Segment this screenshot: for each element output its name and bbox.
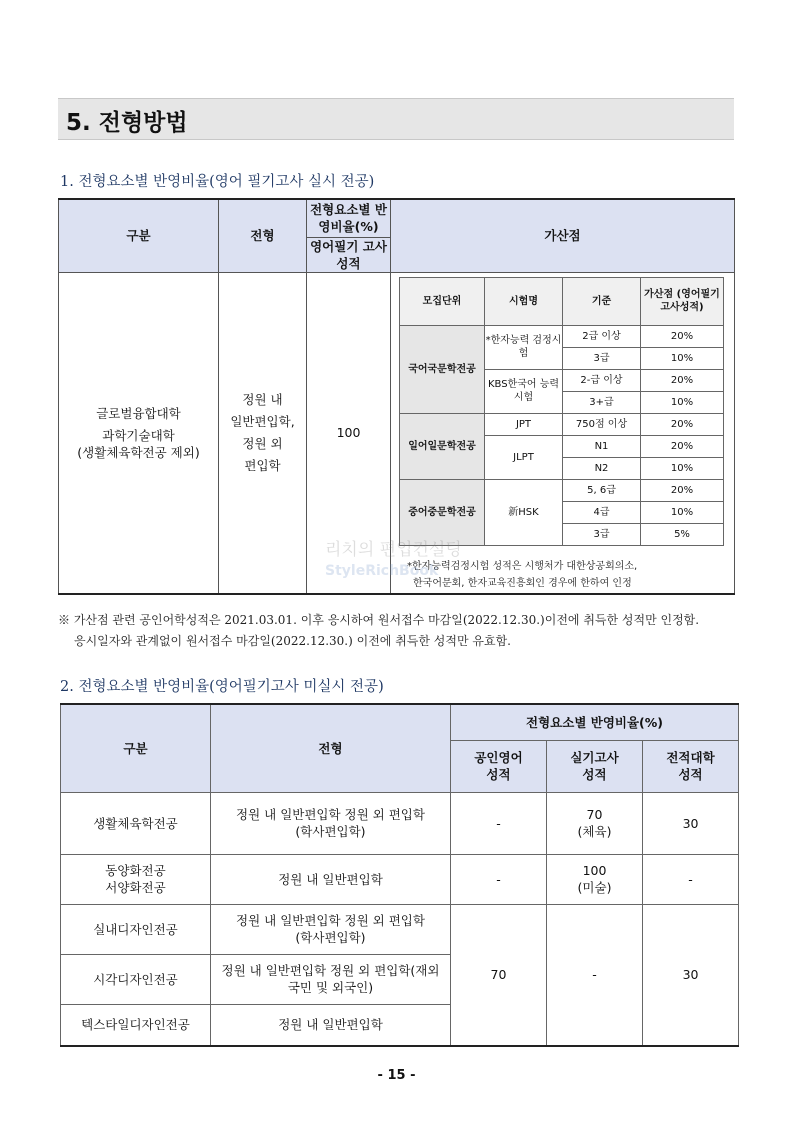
hanja-note-line1: *한자능력검정시험 성적은 시행처가 대한상공회의소, (407, 560, 638, 572)
inner-exam-jlpt: JLPT (485, 435, 563, 479)
inner-val: 20% (641, 479, 724, 501)
t2-header-ratio: 전형요소별 반영비율(%) (451, 704, 739, 740)
t2-prev: 30 (643, 792, 739, 854)
inner-crit: 750점 이상 (563, 413, 641, 435)
inner-exam-hsk: 新HSK (485, 479, 563, 545)
inner-crit: 3+급 (563, 391, 641, 413)
t1-gubun-line: 글로벌융합대학 (96, 405, 181, 421)
t2-jeonhyeong: 정원 내 일반편입학 (211, 854, 451, 904)
t1-header-jeonhyeong: 전형 (219, 199, 307, 272)
t1-header-bonus: 가산점 (391, 199, 735, 272)
inner-crit: 3급 (563, 347, 641, 369)
t1-jeonhyeong-cell (219, 272, 307, 594)
inner-val: 20% (641, 325, 724, 347)
t1-jh-line: 일반편입학, (230, 413, 295, 429)
inner-val: 10% (641, 457, 724, 479)
hanja-note-line2: 한국어문회, 한자교육진흥회인 경우에 한하여 인정 (413, 577, 632, 589)
inner-exam-jpt: JPT (485, 413, 563, 435)
t2-jeonhyeong: 정원 내 일반편입학 (211, 1004, 451, 1046)
t1-header-gubun: 구분 (59, 199, 219, 272)
inner-header-crit: 기준 (563, 277, 641, 325)
inner-header-unit: 모집단위 (400, 277, 485, 325)
t1-jh-line: 정원 내 (242, 391, 283, 407)
t2-header-eng: 공인영어 성적 (451, 740, 547, 792)
t1-jh-line: 정원 외 (242, 435, 283, 451)
t2-merged-prac: - (547, 904, 643, 1046)
watermark-logo: StyleRichBook (325, 563, 439, 579)
section-title-bar (58, 98, 734, 140)
t1-gubun-line: 과학기술대학 (102, 427, 175, 443)
t2-header-jeonhyeong: 전형 (211, 704, 451, 792)
inner-crit: N2 (563, 457, 641, 479)
inner-crit: 5, 6급 (563, 479, 641, 501)
inner-val: 20% (641, 413, 724, 435)
subsection-2-title: 2. 전형요소별 반영비율(영어필기고사 미실시 전공) (60, 679, 384, 695)
watermark-text: 리치의 편입컨설팅 (325, 540, 462, 560)
inner-unit-korean: 국어국문학전공 (400, 325, 485, 413)
t1-ratio-value: 100 (307, 272, 391, 594)
table-no-english-exam (60, 703, 739, 1047)
t2-header-gubun: 구분 (61, 704, 211, 792)
t2-prev: - (643, 854, 739, 904)
t2-gubun: 동양화전공 서양화전공 (61, 854, 211, 904)
remark-line1: ※ 가산점 관련 공인어학성적은 2021.03.01. 이후 응시하여 원서접수 마감일(2022.12.30.)이전에 취득한 성적만 인정함. (58, 613, 700, 627)
t2-merged-eng: 70 (451, 904, 547, 1046)
t2-eng: - (451, 792, 547, 854)
t2-gubun: 텍스타일디자인전공 (61, 1004, 211, 1046)
inner-crit: 4급 (563, 501, 641, 523)
section-title: 5. 전형방법 (66, 110, 188, 136)
t1-gubun-line: (생활체육학전공 제외) (77, 444, 200, 460)
inner-val: 10% (641, 347, 724, 369)
page-number: - 15 - (377, 1068, 416, 1083)
inner-unit-chinese: 중어중문학전공 (400, 479, 485, 545)
t2-header-prev: 전적대학 성적 (643, 740, 739, 792)
inner-header-exam: 시험명 (485, 277, 563, 325)
t1-gubun-cell (59, 272, 219, 594)
t1-jh-line: 편입학 (244, 457, 281, 473)
inner-val: 20% (641, 369, 724, 391)
t2-eng: - (451, 854, 547, 904)
t1-header-eng: 영어필기 고사성적 (307, 237, 391, 272)
t2-gubun: 생활체육학전공 (61, 792, 211, 854)
inner-crit: N1 (563, 435, 641, 457)
inner-exam-kbs: KBS한국어 능력시험 (485, 369, 563, 413)
inner-val: 10% (641, 391, 724, 413)
t2-jeonhyeong: 정원 내 일반편입학 정원 외 편입학(재외국민 및 외국인) (211, 954, 451, 1004)
inner-crit: 3급 (563, 523, 641, 545)
t2-gubun: 실내디자인전공 (61, 904, 211, 954)
t2-gubun: 시각디자인전공 (61, 954, 211, 1004)
t2-prac: 70 (체육) (547, 792, 643, 854)
inner-unit-japanese: 일어일문학전공 (400, 413, 485, 479)
t2-jeonhyeong: 정원 내 일반편입학 정원 외 편입학(학사편입학) (211, 792, 451, 854)
inner-exam-hanja: *한자능력 검정시험 (485, 325, 563, 369)
inner-val: 5% (641, 523, 724, 545)
subsection-1-title: 1. 전형요소별 반영비율(영어 필기고사 실시 전공) (60, 174, 375, 190)
remark-line2: 응시일자와 관계없이 원서접수 마감일(2022.12.30.) 이전에 취득한 성적만 유효함. (74, 634, 511, 648)
t2-merged-prev: 30 (643, 904, 739, 1046)
inner-header-bonus: 가산점 (영어필기 고사성적) (641, 277, 724, 325)
inner-val: 20% (641, 435, 724, 457)
bonus-inner-table (399, 277, 724, 546)
t2-header-prac: 실기고사 성적 (547, 740, 643, 792)
t2-jeonhyeong: 정원 내 일반편입학 정원 외 편입학(학사편입학) (211, 904, 451, 954)
inner-crit: 2급 이상 (563, 325, 641, 347)
t2-prac: 100 (미술) (547, 854, 643, 904)
inner-val: 10% (641, 501, 724, 523)
t1-header-ratio: 전형요소별 반영비율(%) (307, 199, 391, 237)
inner-crit: 2-급 이상 (563, 369, 641, 391)
